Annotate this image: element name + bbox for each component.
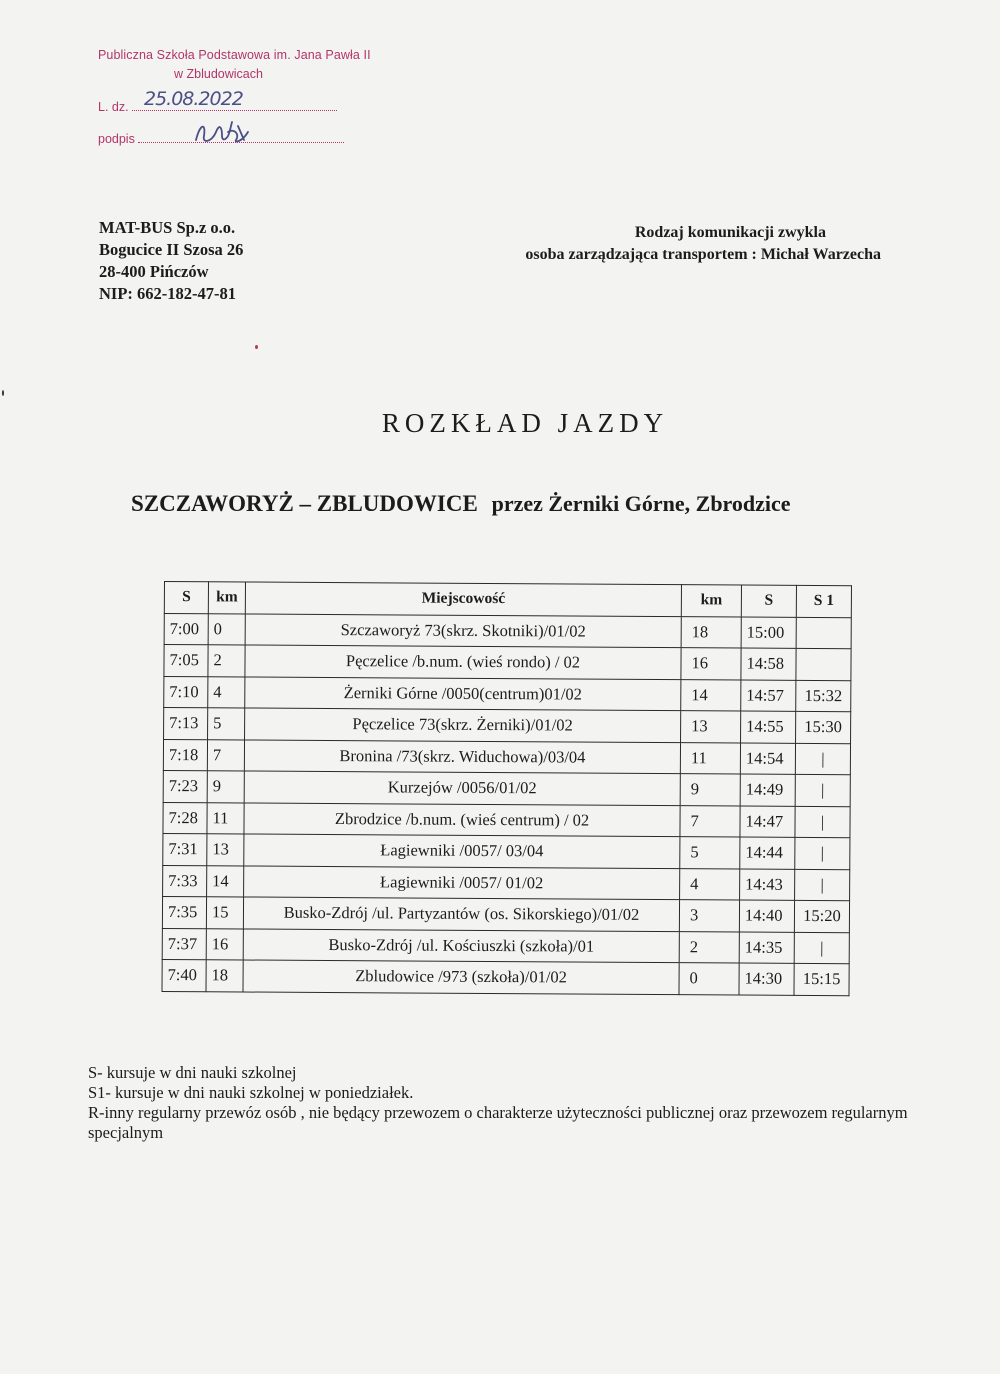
cell-s1-time: | bbox=[795, 806, 850, 838]
cell-return-time: 14:54 bbox=[740, 743, 795, 775]
cell-place: Zbrodzice /b.num. (wieś centrum) / 02 bbox=[244, 802, 680, 836]
cell-s1-time: | bbox=[794, 932, 849, 964]
cell-place: Busko-Zdrój /ul. Partyzantów (os. Sikorskiego)/01/02 bbox=[243, 897, 679, 931]
cell-km-return: 7 bbox=[680, 805, 740, 837]
cell-s1-time: 15:32 bbox=[796, 680, 851, 712]
table-row bbox=[162, 959, 849, 995]
cell-place: Łagiewniki /0057/ 03/04 bbox=[244, 834, 680, 868]
transport-type: Rodzaj komunikacji zwykla bbox=[634, 224, 826, 241]
header-km-return: km bbox=[681, 585, 741, 617]
cell-km-return: 0 bbox=[679, 963, 739, 995]
cell-place: Busko-Zdrój /ul. Kościuszki (szkoła)/01 bbox=[243, 928, 679, 962]
cell-s1-time: | bbox=[795, 774, 850, 806]
cell-km: 9 bbox=[207, 771, 244, 803]
legend-s1: S1- kursuje w dni nauki szkolnej w poniedziałek. bbox=[88, 1083, 414, 1102]
cell-depart-time: 7:37 bbox=[162, 928, 206, 960]
cell-s1-time: 15:20 bbox=[794, 900, 849, 932]
cell-km: 18 bbox=[206, 960, 243, 992]
cell-km-return: 14 bbox=[681, 679, 741, 711]
cell-place: Kurzejów /0056/01/02 bbox=[244, 771, 680, 805]
legend-s: S- kursuje w dni nauki szkolnej bbox=[88, 1063, 297, 1082]
cell-s1-time: | bbox=[795, 837, 850, 869]
document-title: ROZKŁAD JAZDY bbox=[381, 408, 669, 438]
table-row bbox=[163, 739, 850, 775]
transport-info bbox=[525, 222, 880, 266]
cell-km-return: 3 bbox=[679, 900, 739, 932]
cell-place: Łagiewniki /0057/ 01/02 bbox=[244, 865, 680, 899]
cell-depart-time: 7:31 bbox=[163, 833, 207, 865]
cell-km: 7 bbox=[207, 739, 244, 771]
cell-km: 15 bbox=[206, 897, 243, 929]
cell-return-time: 14:35 bbox=[739, 932, 794, 964]
cell-depart-time: 7:10 bbox=[164, 676, 208, 708]
header-km: km bbox=[208, 582, 245, 614]
header-place: Miejscowość bbox=[245, 582, 681, 616]
cell-km-return: 4 bbox=[680, 868, 740, 900]
company-street: Bogucice II Szosa 26 bbox=[99, 240, 244, 259]
cell-s1-time bbox=[796, 648, 851, 680]
header-s: S bbox=[164, 582, 208, 614]
cell-km-return: 13 bbox=[681, 711, 741, 743]
cell-place: Żerniki Górne /0050(centrum)01/02 bbox=[245, 676, 681, 710]
table-row bbox=[162, 928, 849, 964]
cell-km: 4 bbox=[208, 676, 245, 708]
cell-place: Szczaworyż 73(skrz. Skotniki)/01/02 bbox=[245, 613, 681, 647]
table-row bbox=[163, 770, 850, 806]
table-row bbox=[162, 896, 849, 932]
stamp-school-name: Publiczna Szkoła Podstawowa im. Jana Pawła II bbox=[98, 48, 371, 62]
table-row bbox=[163, 865, 850, 901]
cell-s1-time bbox=[796, 617, 851, 649]
cell-return-time: 14:49 bbox=[740, 774, 795, 806]
transport-manager: osoba zarządzająca transportem : Michał Warzecha bbox=[525, 246, 881, 263]
cell-return-time: 14:44 bbox=[740, 837, 795, 869]
cell-depart-time: 7:40 bbox=[162, 959, 206, 991]
table-row bbox=[164, 613, 851, 649]
cell-km: 5 bbox=[208, 708, 245, 740]
cell-return-time: 14:55 bbox=[741, 711, 796, 743]
timetable-header-row bbox=[164, 582, 851, 618]
cell-place: Pęczelice /b.num. (wieś rondo) / 02 bbox=[245, 645, 681, 679]
legend-r: R-inny regularny przewóz osób , nie będący przewozem o charakterze użyteczności publicznej oraz przewozem regularnym specjalnym bbox=[88, 1103, 908, 1142]
table-row bbox=[164, 676, 851, 712]
cell-place: Zbludowice /973 (szkoła)/01/02 bbox=[243, 960, 679, 994]
company-city: 28-400 Pińczów bbox=[99, 262, 209, 281]
cell-return-time: 14:43 bbox=[740, 869, 795, 901]
cell-return-time: 15:00 bbox=[741, 617, 796, 649]
header-s1: S 1 bbox=[796, 585, 851, 617]
cell-km-return: 11 bbox=[680, 742, 740, 774]
company-info bbox=[99, 217, 243, 305]
table-row bbox=[164, 645, 851, 681]
route-via: przez Żerniki Górne, Zbrodzice bbox=[491, 491, 791, 516]
table-row bbox=[163, 802, 850, 838]
header-s-return: S bbox=[741, 585, 796, 617]
cell-km: 2 bbox=[208, 645, 245, 677]
cell-km-return: 2 bbox=[679, 931, 739, 963]
paper-speck bbox=[255, 345, 258, 349]
cell-depart-time: 7:13 bbox=[164, 708, 208, 740]
paper-speck bbox=[2, 390, 4, 396]
cell-km-return: 5 bbox=[680, 837, 740, 869]
cell-place: Bronina /73(skrz. Widuchowa)/03/04 bbox=[244, 739, 680, 773]
cell-s1-time: 15:15 bbox=[794, 963, 849, 995]
handwritten-signature-icon bbox=[192, 118, 252, 148]
cell-place: Pęczelice 73(skrz. Żerniki)/01/02 bbox=[245, 708, 681, 742]
cell-return-time: 14:47 bbox=[740, 806, 795, 838]
cell-return-time: 14:58 bbox=[741, 648, 796, 680]
handwritten-date: 25.08.2022 bbox=[144, 88, 243, 110]
cell-return-time: 14:57 bbox=[741, 680, 796, 712]
cell-km: 13 bbox=[207, 834, 244, 866]
cell-return-time: 14:40 bbox=[739, 900, 794, 932]
table-row bbox=[163, 833, 850, 869]
cell-s1-time: | bbox=[795, 743, 850, 775]
cell-depart-time: 7:23 bbox=[163, 770, 207, 802]
cell-depart-time: 7:00 bbox=[164, 613, 208, 645]
company-name: MAT-BUS Sp.z o.o. bbox=[99, 218, 236, 237]
route-main: SZCZAWORYŻ – ZBLUDOWICE bbox=[131, 491, 478, 516]
stamp-ldz-label: L. dz. bbox=[98, 100, 129, 114]
cell-depart-time: 7:35 bbox=[162, 896, 206, 928]
cell-km-return: 18 bbox=[681, 616, 741, 648]
cell-s1-time: 15:30 bbox=[796, 711, 851, 743]
legend bbox=[88, 1063, 918, 1143]
cell-s1-time: | bbox=[795, 869, 850, 901]
cell-km-return: 9 bbox=[680, 774, 740, 806]
cell-depart-time: 7:05 bbox=[164, 645, 208, 677]
stamp-podpis-label: podpis bbox=[98, 132, 135, 146]
cell-km-return: 16 bbox=[681, 648, 741, 680]
cell-km: 14 bbox=[207, 865, 244, 897]
cell-depart-time: 7:18 bbox=[163, 739, 207, 771]
stamp-school-location: w Zbludowicach bbox=[174, 67, 263, 81]
company-nip: NIP: 662-182-47-81 bbox=[99, 284, 237, 303]
cell-return-time: 14:30 bbox=[739, 963, 794, 995]
cell-depart-time: 7:28 bbox=[163, 802, 207, 834]
route-heading bbox=[131, 491, 791, 517]
table-row bbox=[164, 708, 851, 744]
timetable bbox=[161, 581, 851, 996]
cell-km: 11 bbox=[207, 802, 244, 834]
cell-km: 16 bbox=[206, 928, 243, 960]
cell-depart-time: 7:33 bbox=[163, 865, 207, 897]
cell-km: 0 bbox=[208, 613, 245, 645]
